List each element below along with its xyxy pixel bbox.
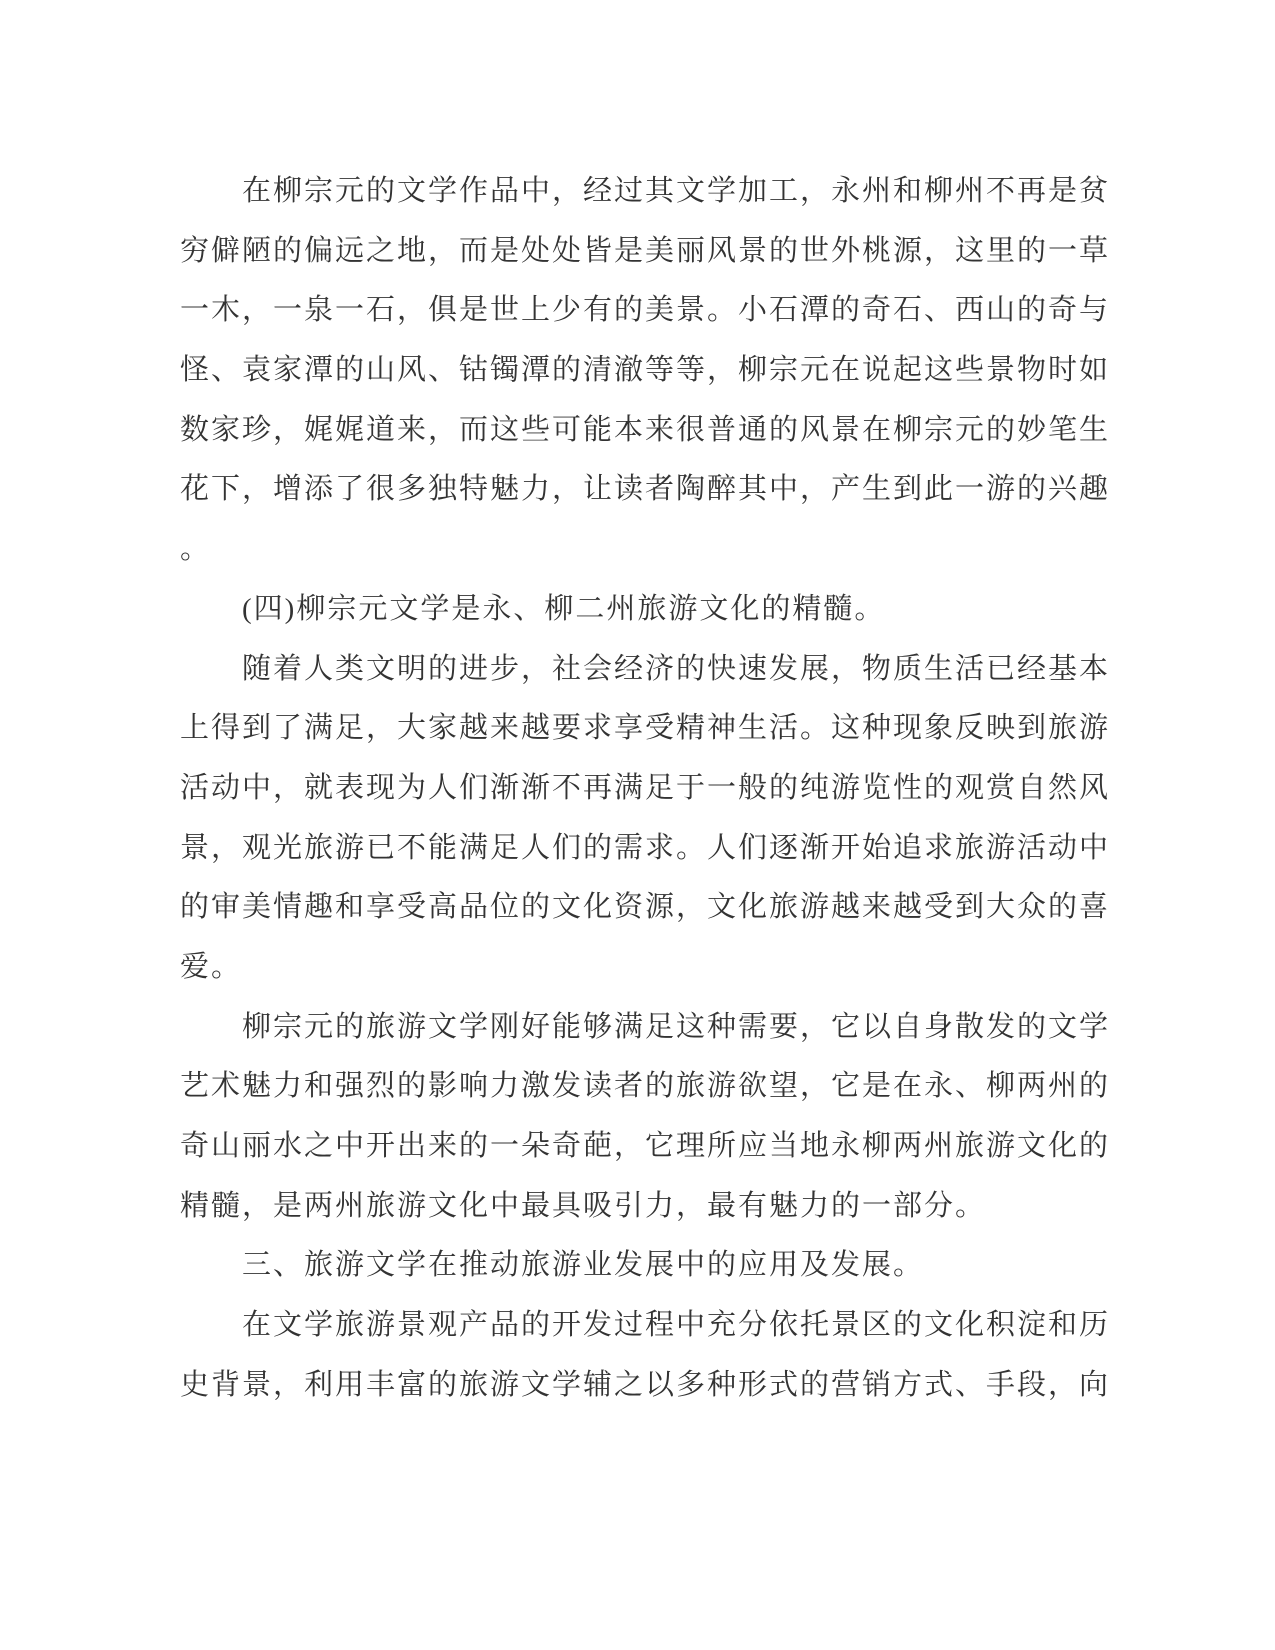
- text-line: 花下，增添了很多独特魅力，让读者陶醉其中，产生到此一游的兴趣: [180, 473, 1111, 506]
- text-line: 爱。: [180, 950, 243, 983]
- text-line: 的审美情趣和享受高品位的文化资源，文化旅游越来越受到大众的喜: [180, 891, 1111, 924]
- paragraph: [180, 162, 1130, 580]
- text-line: 艺术魅力和强烈的影响力激发读者的旅游欲望，它是在永、柳两州的: [180, 1070, 1111, 1103]
- text-line: 数家珍，娓娓道来，而这些可能本来很普通的风景在柳宗元的妙笔生: [180, 413, 1111, 446]
- text-line: 怪、袁家潭的山风、钴镯潭的清澈等等，柳宗元在说起这些景物时如: [180, 354, 1111, 387]
- text-line: 三、旅游文学在推动旅游业发展中的应用及发展。: [242, 1249, 925, 1282]
- text-line: 一木，一泉一石，俱是世上少有的美景。小石潭的奇石、西山的奇与: [180, 294, 1111, 327]
- document-body: [180, 162, 1130, 1415]
- text-line: 随着人类文明的进步，社会经济的快速发展，物质生活已经基本: [242, 652, 1111, 685]
- text-line: (四)柳宗元文学是永、柳二州旅游文化的精髓。: [242, 592, 886, 625]
- paragraph: [180, 998, 1130, 1237]
- paragraph: [180, 580, 1130, 640]
- text-line: 上得到了满足，大家越来越要求享受精神生活。这种现象反映到旅游: [180, 712, 1111, 745]
- text-line: 在文学旅游景观产品的开发过程中充分依托景区的文化积淀和历: [242, 1309, 1111, 1342]
- paragraph: [180, 1296, 1130, 1415]
- text-line: 活动中，就表现为人们渐渐不再满足于一般的纯游览性的观赏自然风: [180, 771, 1111, 804]
- text-line: 。: [180, 533, 212, 566]
- text-line: 精髓，是两州旅游文化中最具吸引力，最有魅力的一部分。: [180, 1189, 987, 1222]
- text-line: 奇山丽水之中开出来的一朵奇葩，它理所应当地永柳两州旅游文化的: [180, 1130, 1111, 1162]
- text-line: 景，观光旅游已不能满足人们的需求。人们逐渐开始追求旅游活动中: [180, 831, 1111, 864]
- text-line: 史背景，利用丰富的旅游文学辅之以多种形式的营销方式、手段，向: [180, 1368, 1111, 1401]
- paragraph: [180, 640, 1130, 998]
- paragraph: [180, 1236, 1130, 1296]
- text-line: 穷僻陋的偏远之地，而是处处皆是美丽风景的世外桃源，这里的一草: [180, 234, 1111, 267]
- text-line: 在柳宗元的文学作品中，经过其文学加工，永州和柳州不再是贫: [242, 175, 1111, 207]
- text-line: 柳宗元的旅游文学刚好能够满足这种需要，它以自身散发的文学: [242, 1010, 1111, 1043]
